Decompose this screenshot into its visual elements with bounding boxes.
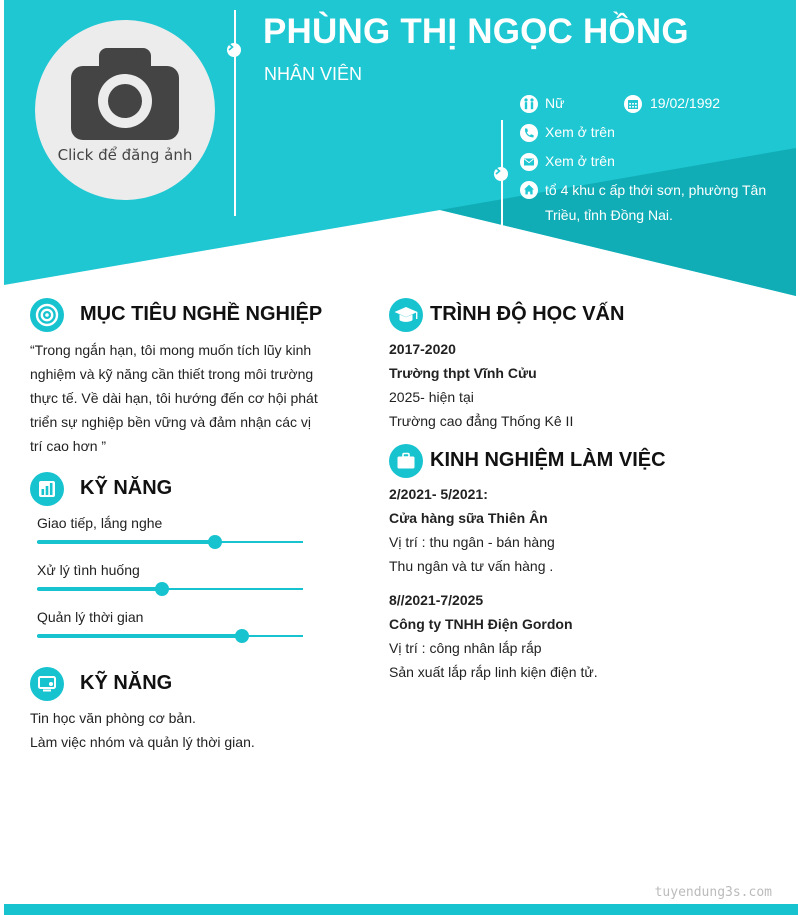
objective-line: thực tế. Về dài hạn, tôi hướng đến cơ hội phát	[30, 390, 318, 406]
candidate-title: NHÂN VIÊN	[264, 64, 363, 84]
skills2-text	[30, 706, 255, 754]
phone-value: Xem ở trên	[545, 124, 615, 140]
briefcase-icon	[389, 444, 423, 478]
experience-job	[389, 588, 598, 684]
job-period: 2/2021- 5/2021:	[389, 486, 488, 502]
footer-bar	[4, 904, 798, 915]
watermark: tuyendung3s.com	[654, 885, 772, 900]
education-period: 2025- hiện tại	[389, 389, 474, 405]
skills2-line: Làm việc nhóm và quản lý thời gian.	[30, 734, 255, 750]
birthday-value: 19/02/1992	[650, 95, 721, 111]
skill-label: Quản lý thời gian	[37, 609, 144, 625]
objective-line: “Trong ngắn hạn, tôi mong muốn tích lũy kinh	[30, 342, 312, 358]
avatar-caption: Click để đăng ảnh	[57, 146, 193, 164]
skill-slider-handle[interactable]	[208, 535, 222, 549]
gender-icon	[520, 95, 538, 113]
candidate-name: PHÙNG THỊ NGỌC HỒNG	[263, 12, 689, 51]
job-description: Sản xuất lắp rắp linh kiện điện tử.	[389, 664, 598, 680]
target-icon	[30, 298, 64, 332]
objective-heading: MỤC TIÊU NGHỀ NGHIỆP	[80, 303, 323, 325]
objective-line: nghiệm và kỹ năng cần thiết trong môi trường	[30, 366, 314, 382]
education-period: 2017-2020	[389, 341, 456, 357]
cv-header	[0, 0, 800, 300]
education-heading: TRÌNH ĐỘ HỌC VẤN	[430, 303, 625, 325]
email-value: Xem ở trên	[545, 153, 615, 169]
job-company: Cửa hàng sữa Thiên Ân	[389, 510, 548, 526]
graduation-cap-icon	[389, 298, 423, 332]
gender-value: Nữ	[545, 95, 565, 111]
experience-heading: KINH NGHIỆM LÀM VIỆC	[430, 449, 666, 471]
skills2-line: Tin học văn phòng cơ bản.	[30, 710, 196, 726]
job-position: Vị trí : công nhân lắp rắp	[389, 640, 542, 656]
skills-heading: KỸ NĂNG	[80, 477, 173, 499]
skill-label: Xử lý tình huống	[37, 562, 140, 578]
timeline-divider	[234, 10, 236, 216]
skill-fill	[37, 587, 162, 591]
skill-slider-handle[interactable]	[235, 629, 249, 643]
address-line: Triều, tỉnh Đồng Nai.	[545, 207, 673, 223]
email-icon	[520, 153, 538, 171]
education-text	[389, 337, 573, 433]
home-icon	[520, 181, 538, 199]
job-company: Công ty TNHH Điện Gordon	[389, 616, 573, 632]
skill-fill	[37, 540, 215, 544]
calendar-icon	[624, 95, 642, 113]
objective-line: trí cao hơn ”	[30, 438, 107, 454]
skill-fill	[37, 634, 242, 638]
skills2-heading: KỸ NĂNG	[80, 672, 173, 694]
address-value	[545, 178, 766, 228]
camera-icon	[71, 46, 179, 140]
job-description: Thu ngân và tư vấn hàng .	[389, 558, 554, 574]
skill-slider-handle[interactable]	[155, 582, 169, 596]
job-period: 8//2021-7/2025	[389, 592, 484, 608]
phone-icon	[520, 124, 538, 142]
education-school: Trường cao đẳng Thống Kê II	[389, 413, 574, 429]
chevron-right-icon	[227, 43, 241, 57]
address-line: tổ 4 khu c ấp thới sơn, phường Tân	[545, 182, 767, 198]
skill-label: Giao tiếp, lắng nghe	[37, 515, 163, 531]
education-school: Trường thpt Vĩnh Cửu	[389, 365, 537, 381]
experience-job	[389, 482, 555, 578]
avatar-upload[interactable]	[35, 20, 215, 200]
chevron-right-icon	[494, 167, 508, 181]
computer-icon	[30, 667, 64, 701]
job-position: Vị trí : thu ngân - bán hàng	[389, 534, 555, 550]
objective-text	[30, 338, 318, 458]
objective-line: triển sự nghiệp bền vững và đảm nhận các vị	[30, 414, 312, 430]
bar-chart-icon	[30, 472, 64, 506]
